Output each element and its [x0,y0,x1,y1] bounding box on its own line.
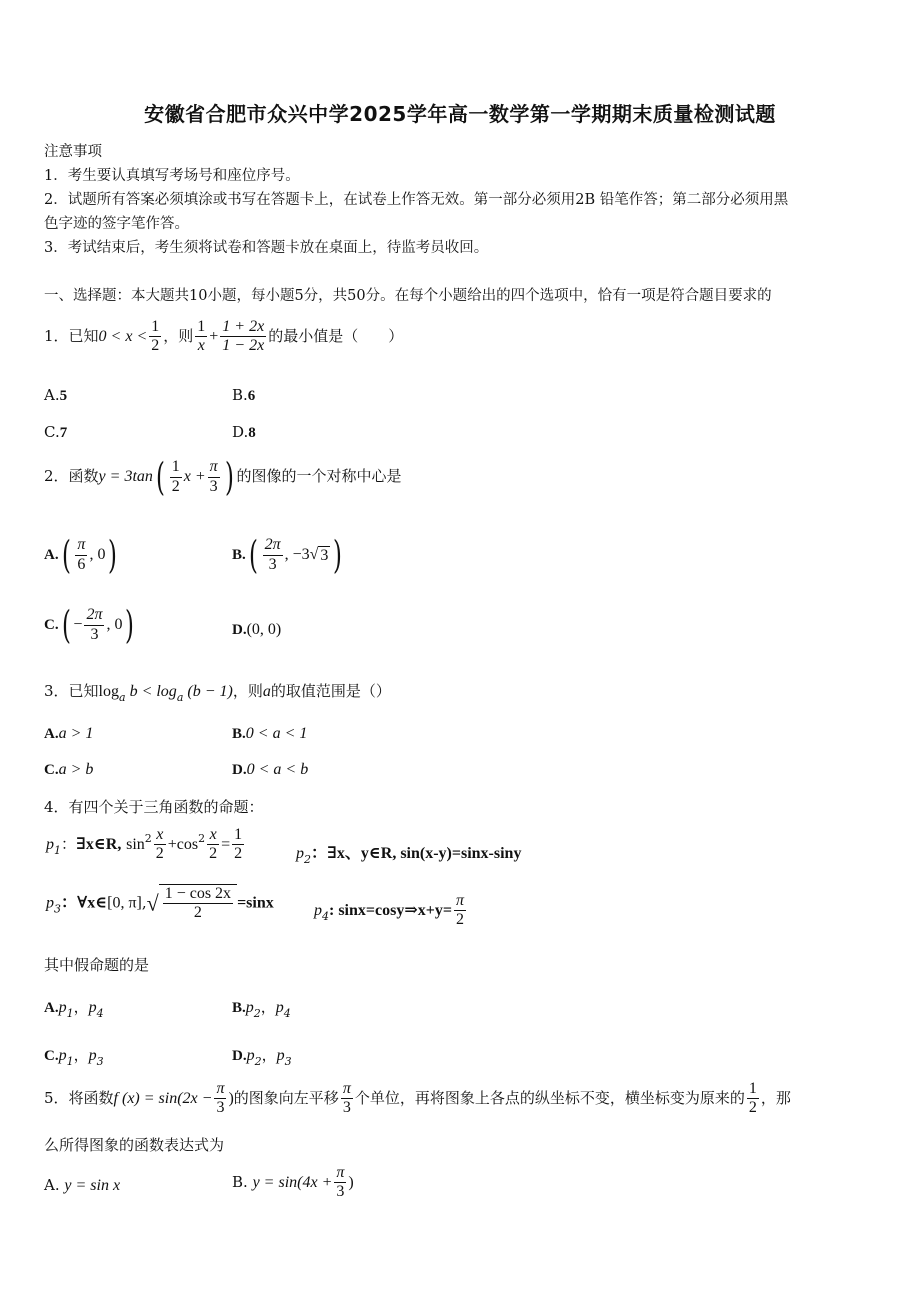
notice-item-1: 1．考生要认真填写考场号和座位序号。 [44,168,300,184]
q2-option-a[interactable]: A.( $\frac{\pi}{6}$ , 0) [44,533,118,577]
question-1-stem: 1．已知0 < x < $\frac{1}{2}$ ，则 $\frac{1}{x}$ + $\frac{1 + 2x}{1 - 2x}$ 的最小值是（ ） [44,318,404,355]
q4-option-d[interactable]: $D.p_2$，$p_3$ [232,1046,292,1068]
proposition-p2: $p_2$：∃x、y∈R, sin(x-y)=sinx-siny [296,845,522,866]
question-4-ask: 其中假命题的是 [44,956,150,974]
q4-option-b[interactable]: $B.p_2$，$p_4$ [232,998,291,1020]
notice-heading: 注意事项 [44,144,102,160]
question-5-stem-cont: 么所得图象的函数表达式为 [44,1136,225,1154]
notice-item-2-cont: 色字迹的签字笔作答。 [44,216,189,232]
page-title: 安徽省合肥市众兴中学2025学年高一数学第一学期期末质量检测试题 [144,102,776,126]
notice-item-3: 3．考试结束后，考生须将试卷和答题卡放在桌面上，待监考员收回。 [44,240,489,256]
q1-option-c[interactable]: C.7 [44,423,68,441]
q4-option-a[interactable]: $A.p_1$，$p_4$ [44,998,104,1020]
question-2-stem: 2．函数y = 3tan( $\frac{1}{2}$ x + $\frac{\pi}{3}$ ) 的图像的一个对称中心是 [44,455,402,499]
proposition-p1: $p_1$：∃x∈R, $\sin^2$ $\frac{x}{2}$ $+\cos^2$ $\frac{x}{2}$ = $\frac{1}{2}$ [46,826,243,863]
notice-item-2: 2．试题所有答案必须填涂或书写在答题卡上，在试卷上作答无效。第一部分必须用2B 铅笔作答；第二部分必须用黑 [44,192,789,208]
q2-option-d[interactable]: D.(0, 0) [232,621,282,638]
q1-option-a[interactable]: A.5 [44,386,68,404]
q4-option-c[interactable]: $C.p_1$，$p_3$ [44,1046,104,1068]
q5-option-b[interactable]: B. y = sin(4x + $\frac{\pi}{3}$ ) [232,1164,354,1201]
q1-option-d[interactable]: D.8 [232,423,256,441]
proposition-p3: $p_3$：∀x∈[0, π],√ $\frac{1 - \cos 2x}{2}$ =sinx [46,885,274,922]
q1-option-b[interactable]: B.6 [232,386,256,404]
q3-option-d[interactable]: D.0 < a < b [232,761,309,778]
section-heading: 一、选择题：本大题共10小题，每小题5分，共50分。在每个小题给出的四个选项中，恰有一项是符合题目要求的 [44,288,772,304]
q3-option-b[interactable]: B.0 < a < 1 [232,725,308,742]
q5-option-a[interactable]: A. y = sin x [44,1176,121,1194]
q3-option-c[interactable]: C.a > b [44,761,94,778]
question-3-stem: 3．已知$\log_a b < \log_a (b - 1)$，则a的取值范围是（） [44,682,391,704]
question-5-stem: 5．将函数f (x) = sin(2x − $\frac{\pi}{3}$ )的图象向左平移 $\frac{\pi}{3}$ 个单位，再将图象上各点的纵坐标不变，横坐标变为原来的 $\frac{1}{2}$ ，那 [44,1080,791,1117]
q3-option-a[interactable]: A.a > 1 [44,725,94,742]
q2-option-c[interactable]: C.( − $\frac{2\pi}{3}$ , 0) [44,603,135,647]
proposition-p4: $p_4$: sinx=cosy⇒x+y= $\frac{\pi}{2}$ [314,892,464,929]
q2-option-b[interactable]: B.( $\frac{2\pi}{3}$ , −3√ 3 ) [232,533,343,577]
question-4-stem: 4．有四个关于三角函数的命题： [44,798,264,816]
